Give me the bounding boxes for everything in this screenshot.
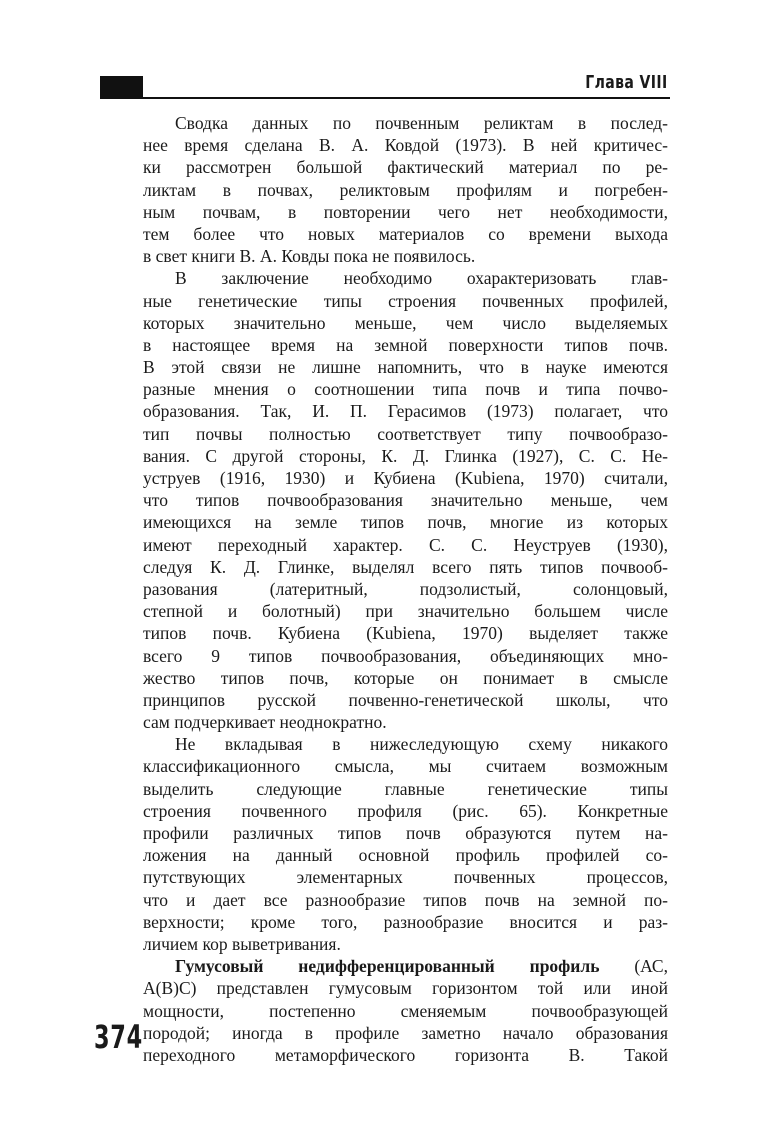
text-line: что типов почвообразования значительно меньше, чем [143,490,668,511]
text-line [143,955,668,977]
paragraph-4 [143,955,668,1066]
text-line: Сводка данных по почвенным реликтам в послед- [175,113,668,133]
paragraph-2 [143,267,668,733]
text-line: тем более что новых материалов со времени выхода [143,223,668,244]
text-line: разования (латеритный, подзолистый, солонцовый, [143,578,668,599]
text-line: строения почвенного профиля (рис. 65). Конкретные [143,800,668,821]
text-line: ные генетические типы строения почвенных профилей, [143,290,668,311]
text-line: ным почвам, в повторении чего нет необходимости, [143,201,668,222]
paragraph-3 [143,733,668,955]
text-line: Не вкладывая в нижеследующую схему никакого [175,734,668,755]
text-line: имеющихся на земле типов почв, многие из которых [143,512,668,533]
text-line: путствующих элементарных почвенных процессов, [143,867,668,888]
paragraph-1 [143,112,668,267]
header-block-marker [100,76,143,98]
text-line: вания. С другой стороны, К. Д. Глинка (1927), С. С. Не- [143,445,668,466]
text-line: степной и болотный) при значительно большем числе [143,601,668,622]
text-line: ликтам в почвах, реликтовым профилям и погребен- [143,179,668,200]
text-line: А(В)С) представлен гумусовым горизонтом той или иной [143,978,668,999]
header-rule [100,97,670,99]
text-line: образования. Так, И. П. Герасимов (1973) полагает, что [143,401,668,422]
text-line: мощности, постепенно сменяемым почвообразующей [143,1000,668,1021]
text-line: ки рассмотрен большой фактический материал по ре- [143,157,668,178]
text-line: принципов русской почвенно-генетической школы, что [143,689,668,710]
bold-term: Гумусовый недифференцированный профиль [175,956,600,977]
text-line: верхности; кроме того, разнообразие вносится и раз- [143,911,668,932]
text-line: в свет книги В. А. Ковды пока не появилось. [143,246,476,267]
text-line: профили различных типов почв образуются путем на- [143,823,668,843]
text-line: разные мнения о соотношении типа почв и типа почво- [143,379,668,400]
text-line: следуя К. Д. Глинке, выделял всего пять типов почвооб- [143,556,668,577]
text-line: личием кор выветривания. [143,933,341,954]
text-line: жество типов почв, которые он понимает в смысле [143,667,668,688]
text-line: уструев (1916, 1930) и Кубиена (Kubiena, 1970) считали, [143,468,668,488]
text-line: нее время сделана В. А. Ковдой (1973). В ней критичес- [143,135,668,156]
text-line: всего 9 типов почвообразования, объединяющих мно- [143,645,668,666]
text-line: тип почвы полностью соответствует типу почвообразо- [143,423,668,444]
body-text [143,112,668,1066]
text-line: классификационного смысла, мы считаем возможным [143,756,668,777]
text-line: имеют переходный характер. С. С. Неуструев (1930), [143,534,668,555]
text-line: что и дает все разнообразие типов почв на земной по- [143,889,668,910]
text-run: (АС, [599,956,668,977]
text-line: ложения на данный основной профиль профилей со- [143,845,668,866]
text-line: в настоящее время на земной поверхности типов почв. [143,334,668,355]
page-number: 374 [94,1018,143,1056]
text-line: сам подчеркивает неоднократно. [143,712,387,733]
chapter-label: Глава VIII [585,72,668,93]
text-line: которых значительно меньше, чем число выделяемых [143,312,668,333]
text-line: В этой связи не лишне напомнить, что в науке имеются [143,357,668,378]
text-line: породой; иногда в профиле заметно начало образования [143,1022,668,1043]
text-line: выделить следующие главные генетические типы [143,778,668,799]
text-line: В заключение необходимо охарактеризовать глав- [175,268,668,289]
text-line: переходного метаморфического горизонта В. Такой [143,1044,668,1065]
text-line: типов почв. Кубиена (Kubiena, 1970) выделяет также [143,623,668,644]
